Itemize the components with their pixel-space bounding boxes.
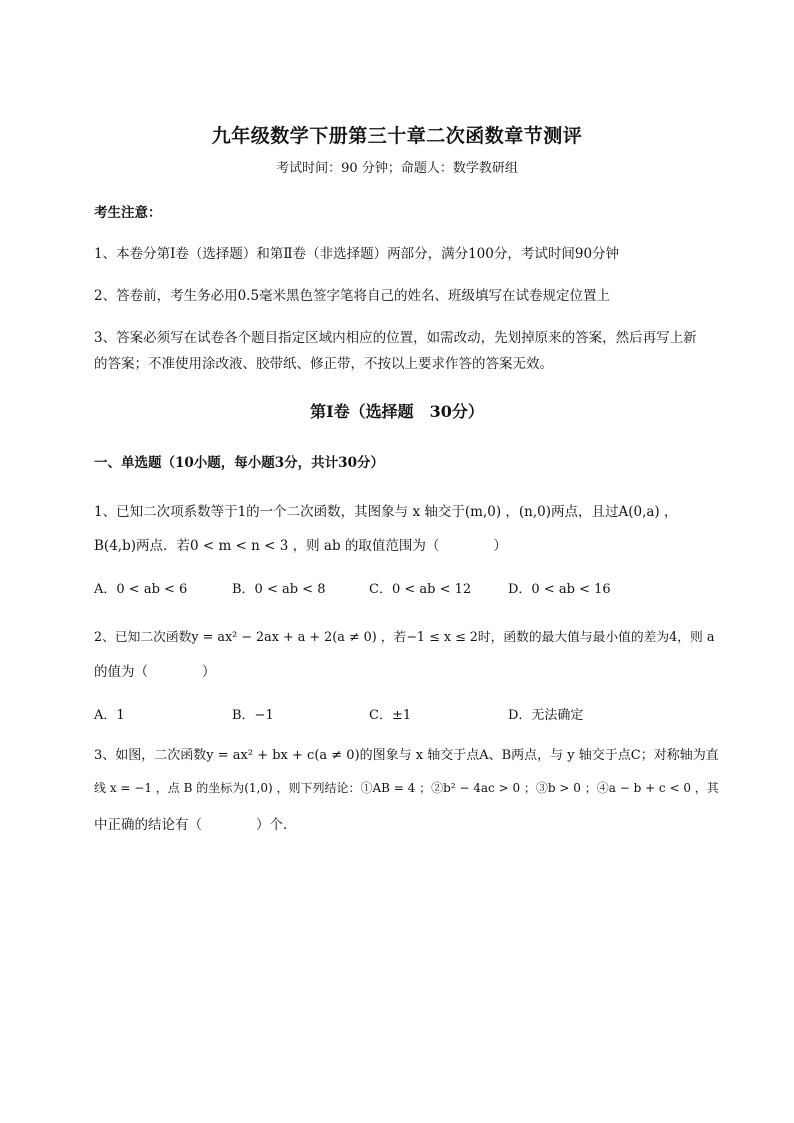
question-1-line-2: B(4,b)两点．若0 < m < n < 3 ，则 ab 的取值范围为（ ）: [94, 538, 507, 554]
question-3-line-2: 线 x = −1 ，点 B 的坐标为(1,0) ，则下列结论：①AB = 4 ；②b² − 4ac > 0 ；③b > 0 ；④a − b + c < 0 ，其: [94, 781, 719, 795]
exam-info: 考试时间：90 分钟；命题人：数学教研组: [276, 161, 518, 176]
question-3-line-3: 中正确的结论有（ ）个．: [94, 817, 297, 833]
notice-heading: 考生注意：: [94, 205, 162, 221]
notice-item-1: 1、本卷分第Ⅰ卷（选择题）和第Ⅱ卷（非选择题）两部分，满分100分，考试时间90分钟: [94, 246, 620, 262]
question-1-option-d: D．0 < ab < 16: [508, 582, 611, 597]
question-1-line-1: 1、已知二次项系数等于1的一个二次函数，其图象与 x 轴交于(m,0) ，(n,0)两点，且过A(0,a) ，: [94, 504, 678, 520]
question-2-option-b: B．−1: [232, 708, 274, 723]
part-heading: 一、单选题（10小题，每小题3分，共计30分）: [94, 455, 384, 471]
question-1-option-a: A．0 < ab < 6: [94, 582, 188, 597]
question-2-option-a: A．1: [94, 708, 125, 723]
question-2-line-2: 的值为（ ）: [94, 664, 216, 680]
question-1-option-b: B．0 < ab < 8: [232, 582, 326, 597]
question-1-option-c: C．0 < ab < 12: [369, 582, 472, 597]
section-title: 第Ⅰ卷（选择题 30分）: [310, 402, 484, 421]
page-title: 九年级数学下册第三十章二次函数章节测评: [211, 125, 583, 147]
notice-item-2: 2、答卷前，考生务必用0.5毫米黑色签字笔将自己的姓名、班级填写在试卷规定位置上: [94, 288, 611, 304]
question-3-line-1: 3、如图，二次函数y = ax² + bx + c(a ≠ 0)的图象与 x 轴交于点A、B两点，与 y 轴交于点C；对称轴为直: [94, 748, 719, 763]
question-2-option-c: C．±1: [369, 708, 412, 723]
question-2-line-1: 2、已知二次函数y = ax² − 2ax + a + 2(a ≠ 0) ，若−1 ≤ x ≤ 2时，函数的最大值与最小值的差为4，则 a: [94, 630, 715, 645]
notice-item-3: 3、答案必须写在试卷各个题目指定区域内相应的位置，如需改动，先划掉原来的答案，然后再写上新: [94, 330, 697, 346]
question-2-option-d: D．无法确定: [508, 708, 584, 723]
notice-item-3-cont: 的答案；不准使用涂改液、胶带纸、修正带，不按以上要求作答的答案无效。: [94, 356, 553, 372]
